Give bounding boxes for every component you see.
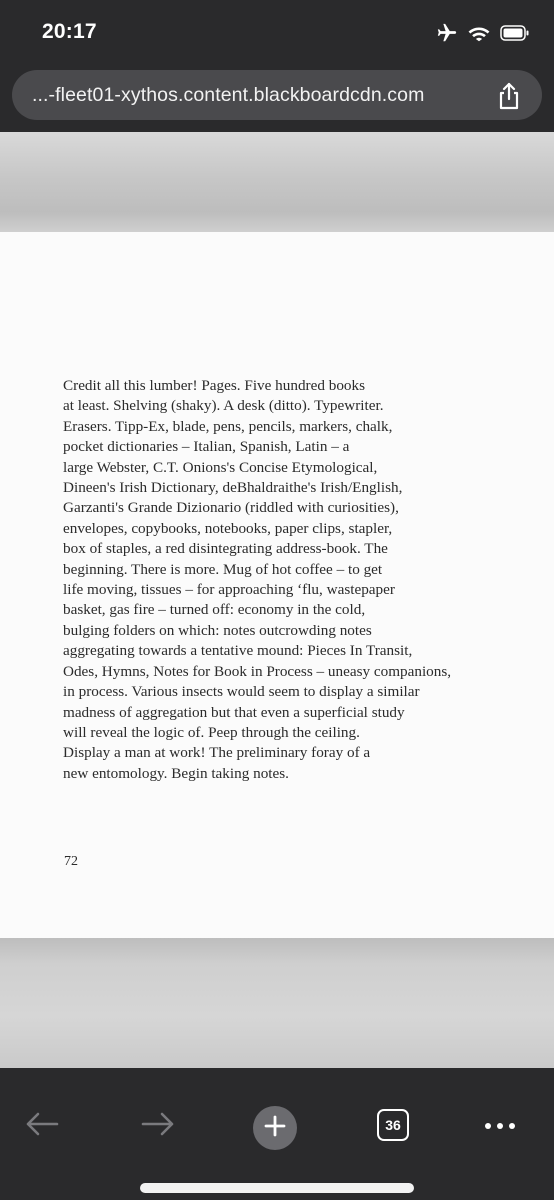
web-content[interactable] [0,132,554,1068]
back-button[interactable] [22,1106,62,1146]
text-line: Display a man at work! The preliminary foray of a [63,744,371,762]
address-bar-container [0,64,554,132]
text-line: Odes, Hymns, Notes for Book in Process – uneasy companions, [63,662,452,680]
book-page [0,232,554,938]
text-line: bulging folders on which: notes outcrowding notes [63,621,372,639]
text-line: large Webster, C.T. Onions's Concise Etymological, [63,458,378,476]
text-line: envelopes, copybooks, notebooks, paper clips, stapler, [63,519,393,537]
status-time: 20:17 [42,20,97,43]
share-icon[interactable] [496,82,522,110]
text-line: Credit all this lumber! Pages. Five hundred books [63,377,366,394]
back-arrow-icon [25,1111,59,1142]
scan-margin-bottom [0,938,554,1068]
book-text [63,376,533,784]
text-line: new entomology. Begin taking notes. [63,764,289,782]
text-line: life moving, tissues – for approaching ‘flu, wastepaper [63,581,395,599]
address-bar[interactable] [12,70,542,120]
status-icons [436,22,530,44]
page-number: 72 [64,854,78,869]
more-button[interactable] [480,1108,520,1144]
text-line: in process. Various insects would seem to display a similar [63,683,420,701]
tab-count: 36 [385,1117,401,1133]
text-line: pocket dictionaries – Italian, Spanish, Latin – a [63,438,350,456]
url-text[interactable]: ...-fleet01-xythos.content.blackboardcdn.com [32,84,425,106]
text-line: at least. Shelving (shaky). A desk (ditto). Typewriter. [63,397,384,415]
status-bar [0,0,554,64]
text-line: beginning. There is more. Mug of hot coffee – to get [63,560,383,578]
text-line: aggregating towards a tentative mound: Pieces In Transit, [63,642,413,660]
text-line: will reveal the logic of. Peep through the ceiling. [63,723,360,741]
forward-arrow-icon [141,1111,175,1142]
text-line: madness of aggregation but that even a superficial study [63,703,405,721]
battery-icon [500,25,530,41]
text-line: Garzanti's Grande Dizionario (riddled with curiosities), [63,499,399,517]
plus-icon [264,1115,286,1142]
text-line: Dineen's Irish Dictionary, deBhaldraithe's Irish/English, [63,479,403,497]
bottom-toolbar [0,1068,554,1200]
airplane-icon [436,22,458,44]
wifi-icon [468,24,490,42]
more-icon [485,1123,491,1129]
text-line: basket, gas fire – turned off: economy in the cold, [63,601,366,619]
home-indicator[interactable] [140,1183,414,1193]
text-line: box of staples, a red disintegrating address-book. The [63,540,388,558]
forward-button[interactable] [138,1106,178,1146]
tab-switcher-button[interactable] [377,1109,409,1141]
text-line: Erasers. Tipp-Ex, blade, pens, pencils, markers, chalk, [63,417,393,435]
scan-margin-top [0,132,554,232]
new-tab-button[interactable] [253,1106,297,1150]
